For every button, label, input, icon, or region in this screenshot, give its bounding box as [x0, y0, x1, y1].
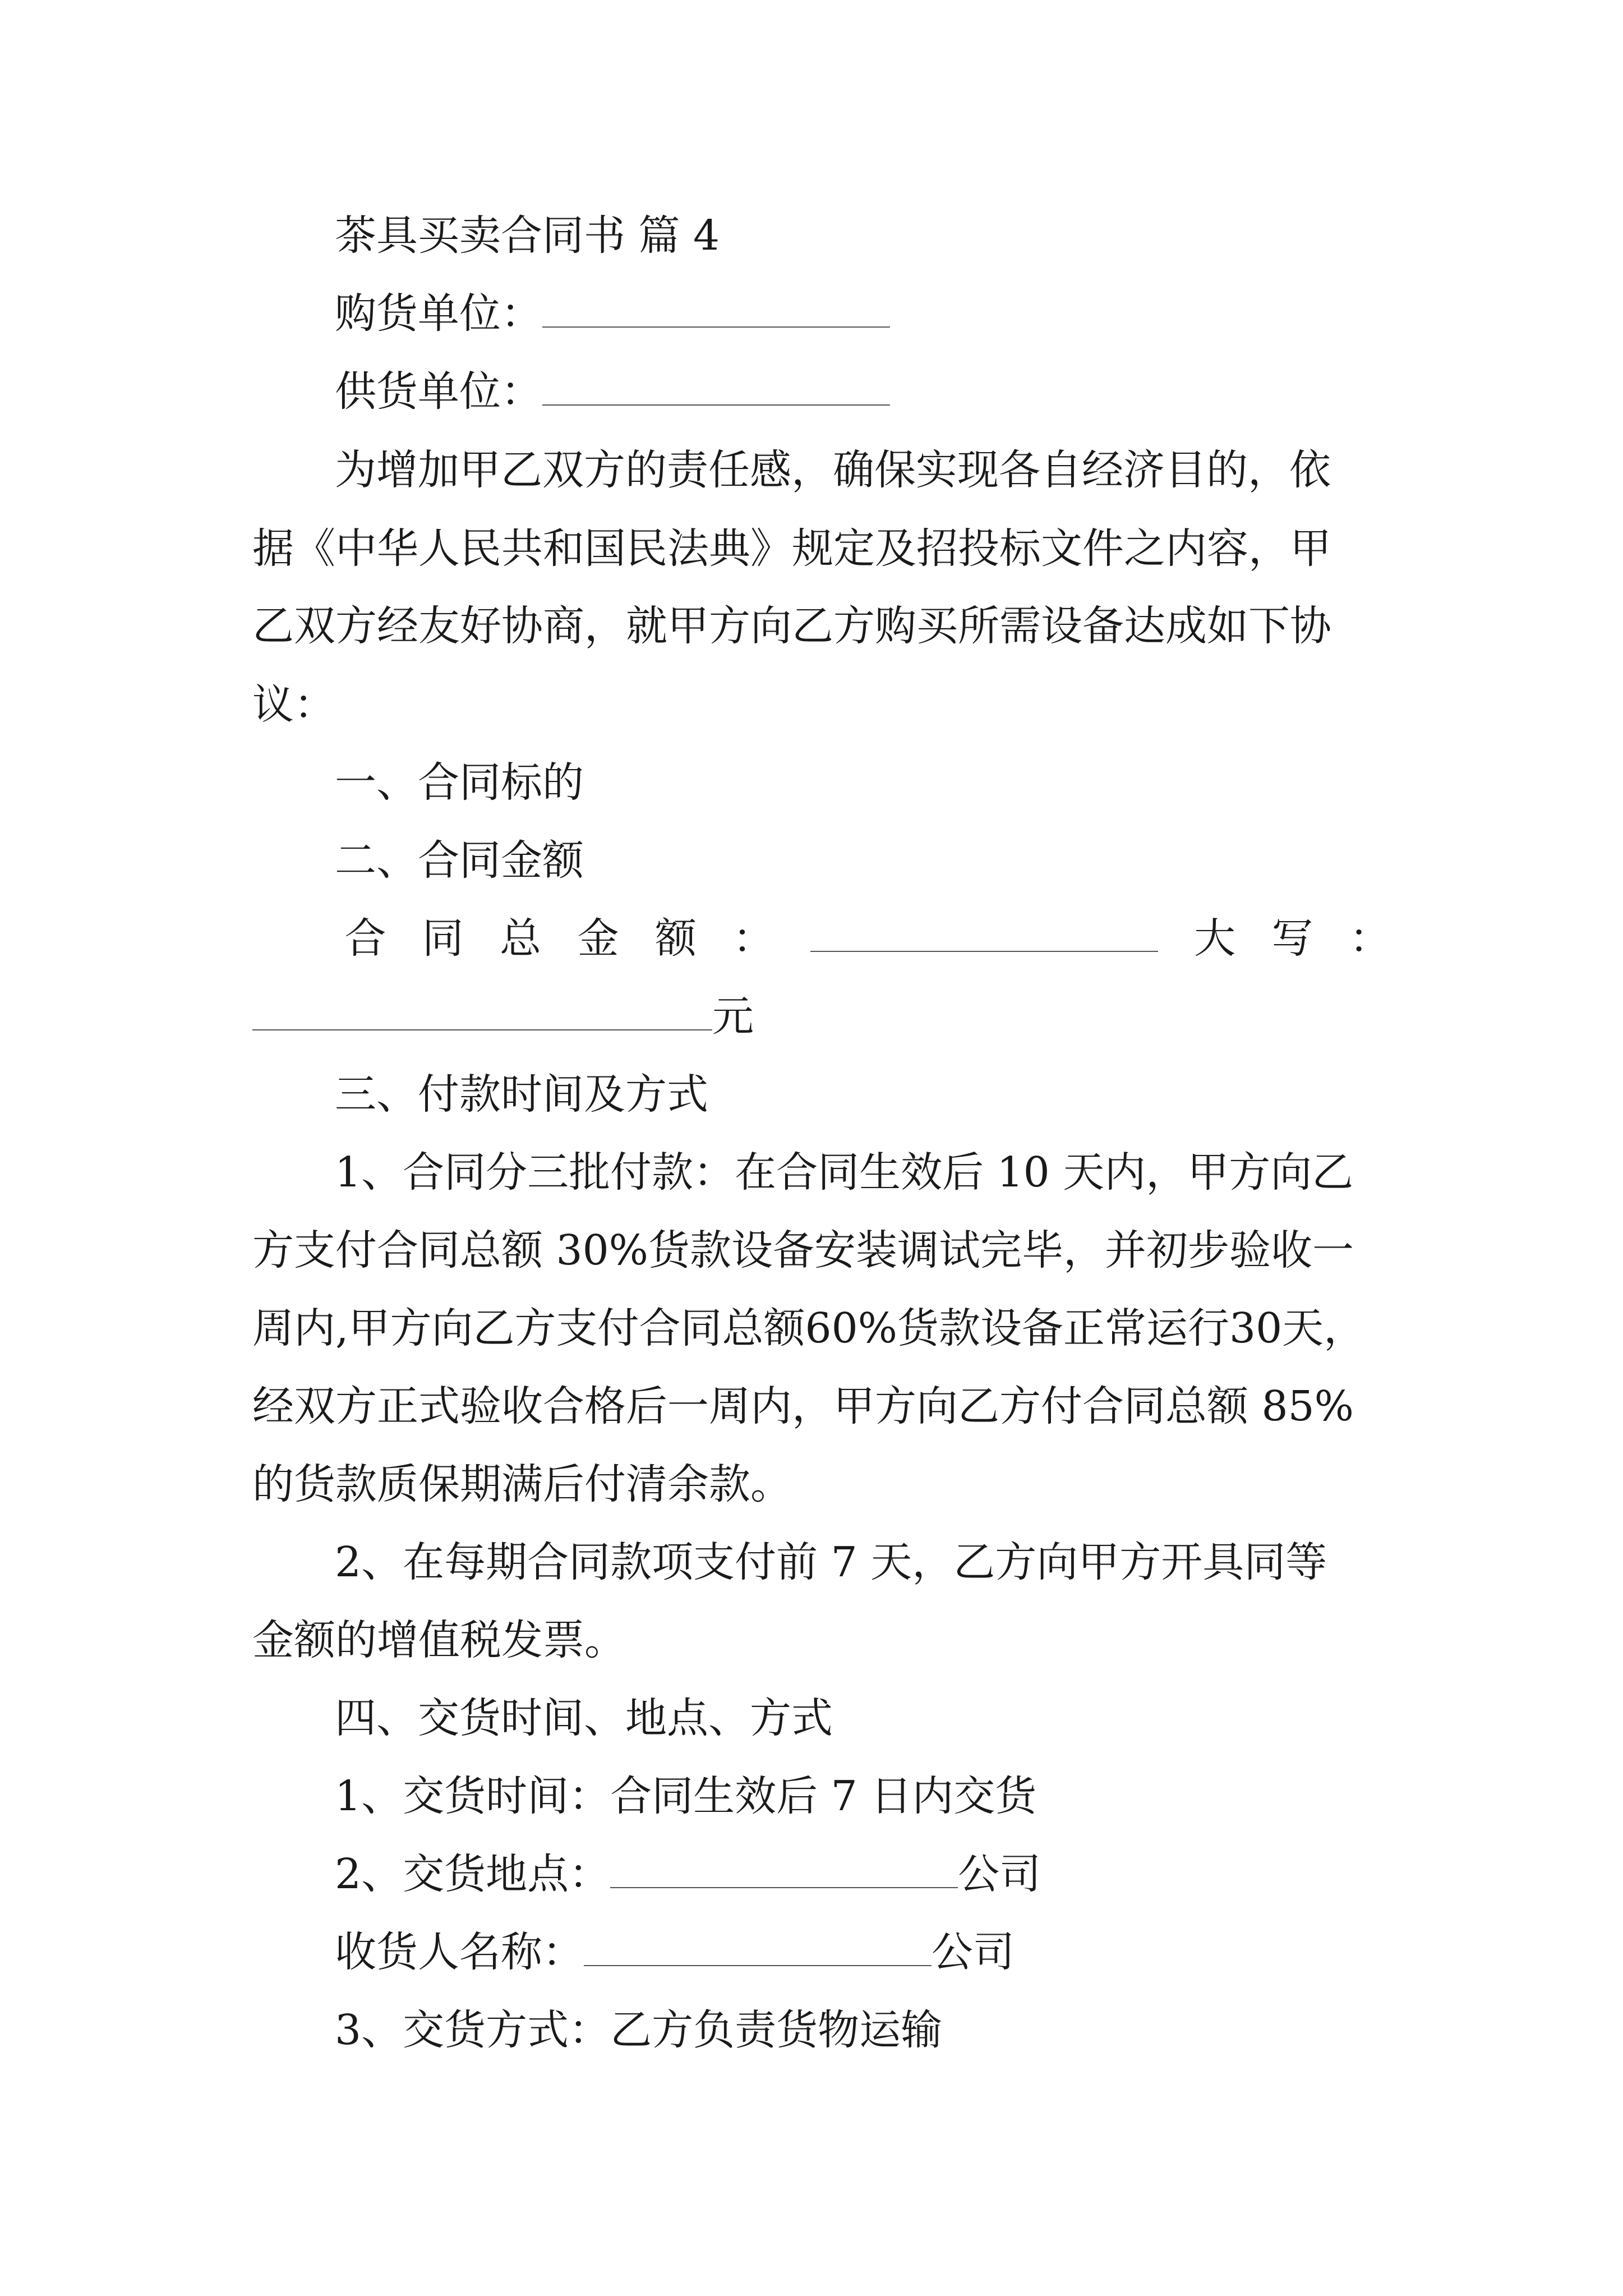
amount-upper-char: 大 — [1194, 914, 1236, 963]
intro-line-4: 议： — [252, 680, 335, 729]
section-heading-4: 四、交货时间、地点、方式 — [335, 1694, 833, 1742]
amount-upper-blank — [252, 990, 712, 1030]
buyer-row — [335, 287, 1623, 341]
intro-line-1: 为增加甲乙双方的责任感，确保实现各自经济目的，依 — [335, 446, 1331, 494]
delivery-place-suffix: 公司 — [958, 1850, 1041, 1898]
delivery-place-label: 2、交货地点： — [335, 1850, 611, 1898]
receiver-row — [335, 1925, 1623, 1979]
receiver-label: 收货人名称： — [335, 1928, 584, 1976]
section-heading-1: 一、合同标的 — [335, 758, 584, 807]
buyer-label: 购货单位： — [335, 289, 542, 338]
buyer-blank — [542, 287, 890, 328]
amount-upper-char: 写 — [1271, 914, 1313, 963]
payment2-line-1: 2、在每期合同款项支付前 7 天，乙方向甲方开具同等 — [335, 1538, 1327, 1586]
section-heading-3: 三、付款时间及方式 — [335, 1070, 708, 1119]
document-title: 茶具买卖合同书 篇 4 — [335, 211, 720, 260]
intro-line-2: 据《中华人民共和国民法典》规定及招投标文件之内容，甲 — [252, 524, 1331, 573]
amount-label-char: 合 — [344, 914, 386, 963]
receiver-blank — [584, 1926, 932, 1966]
supplier-blank — [542, 365, 890, 406]
payment1-line-5: 的货款质保期满后付清余款。 — [252, 1460, 792, 1508]
delivery-place-blank — [610, 1848, 958, 1888]
amount-label-char: 总 — [500, 914, 542, 963]
intro-line-3: 乙双方经友好协商，就甲方向乙方购买所需设备达成如下协 — [252, 602, 1331, 650]
total-amount-blank — [810, 912, 1158, 952]
payment1-line-3: 周内,甲方向乙方支付合同总额60%货款设备正常运行30天， — [252, 1304, 1366, 1352]
amount-upper-char: ： — [1349, 914, 1391, 963]
amount-label-char: 同 — [422, 914, 464, 963]
delivery-place-row — [335, 1847, 1623, 1901]
payment1-line-2: 方支付合同总额 30%货款设备安装调试完毕，并初步验收一 — [252, 1226, 1354, 1274]
receiver-suffix: 公司 — [932, 1928, 1015, 1976]
amount-unit: 元 — [712, 992, 754, 1041]
delivery-method: 3、交货方式：乙方负责货物运输 — [335, 2006, 943, 2054]
section-heading-2: 二、合同金额 — [335, 836, 584, 885]
delivery-time: 1、交货时间：合同生效后 7 日内交货 — [335, 1772, 1037, 1820]
amount-label-char: 额 — [654, 914, 697, 963]
payment1-line-4: 经双方正式验收合格后一周内，甲方向乙方付合同总额 85% — [252, 1382, 1354, 1430]
supplier-label: 供货单位： — [335, 367, 542, 416]
supplier-row — [335, 365, 1623, 418]
amount-label-char: ： — [732, 914, 774, 963]
payment2-line-2: 金额的增值税发票。 — [252, 1616, 626, 1664]
amount-row — [252, 912, 1391, 965]
payment1-line-1: 1、合同分三批付款：在合同生效后 10 天内，甲方向乙 — [335, 1148, 1354, 1197]
amount-upper-row — [252, 990, 1623, 1043]
amount-label-char: 金 — [577, 914, 619, 963]
